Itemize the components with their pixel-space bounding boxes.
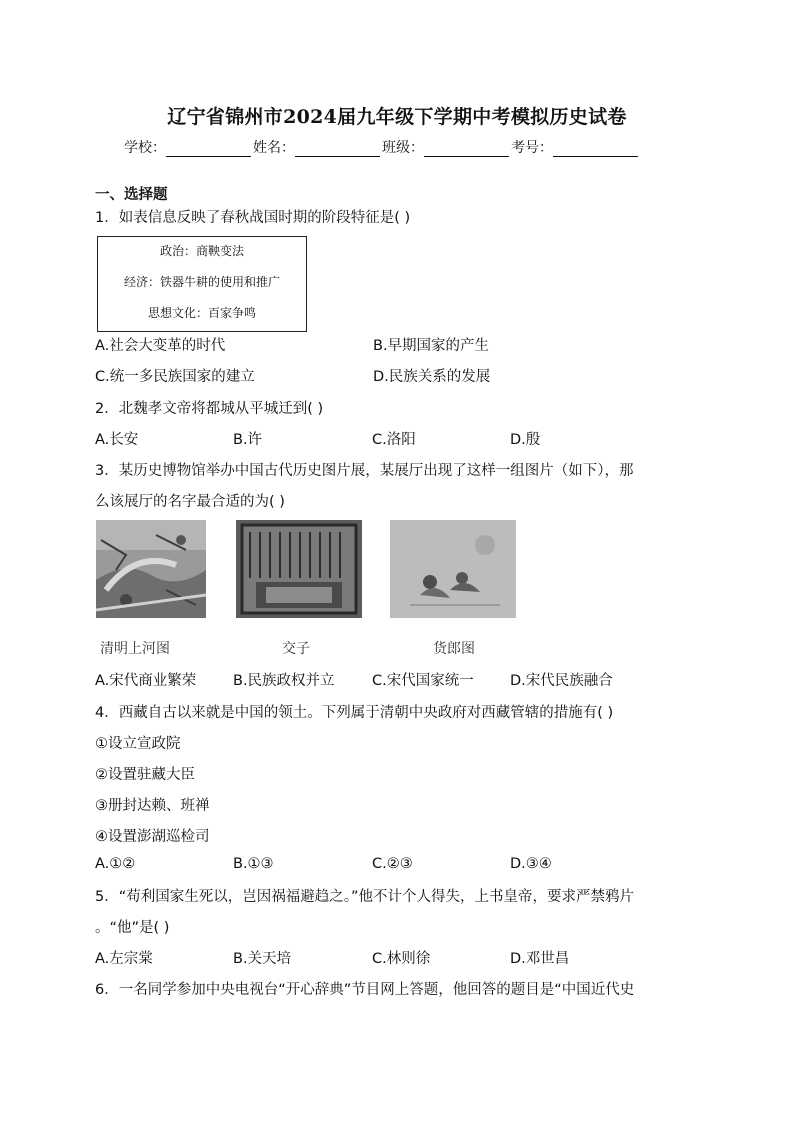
question-3-stem-line-1: 3．某历史博物馆举办中国古代历史图片展，某展厅出现了这样一组图片（如下），那 <box>95 463 634 479</box>
peddler-painting-image <box>390 520 516 618</box>
table-row-politics: 政治：商鞅变法 <box>159 244 244 258</box>
q2-option-a[interactable]: A.长安 <box>95 432 139 448</box>
q4-item-3: ③册封达赖、班禅 <box>95 798 210 814</box>
question-2-stem: 2．北魏孝文帝将都城从平城迁到( ) <box>95 401 324 417</box>
question-5-stem-line-2: 。“他”是( ) <box>95 920 170 936</box>
school-blank[interactable] <box>166 140 251 157</box>
exam-title: 辽宁省锦州市2024届九年级下学期中考模拟历史试卷 <box>167 106 627 128</box>
school-label: 学校： <box>124 140 166 156</box>
section-title: 一、选择题 <box>95 187 168 203</box>
caption-jiaozi: 交子 <box>282 641 310 657</box>
class-blank[interactable] <box>424 140 509 157</box>
table-row-economy: 经济：铁器牛耕的使用和推广 <box>123 275 280 289</box>
caption-qingming: 清明上河图 <box>100 641 170 657</box>
qingming-painting-image <box>96 520 206 618</box>
student-info-row <box>124 137 640 157</box>
question-1-table <box>97 236 307 332</box>
q4-item-4: ④设置澎湖巡检司 <box>95 829 210 845</box>
name-label: 姓名： <box>253 140 295 156</box>
q4-option-d[interactable]: D.③④ <box>510 856 552 872</box>
question-6-stem: 6．一名同学参加中央电视台“开心辞典”节目网上答题，他回答的题目是“中国近代史 <box>95 982 635 998</box>
table-row-culture: 思想文化：百家争鸣 <box>147 306 256 320</box>
q3-option-b[interactable]: B.民族政权并立 <box>233 673 335 689</box>
q4-option-c[interactable]: C.②③ <box>372 856 413 872</box>
exam-number-blank[interactable] <box>553 140 638 157</box>
question-5-stem-line-1: 5．“苟利国家生死以，岂因祸福避趋之。”他不计个人得失，上书皇帝，要求严禁鸦片 <box>95 889 634 905</box>
q5-option-c[interactable]: C.林则徐 <box>372 951 431 967</box>
caption-peddler: 货郎图 <box>433 641 475 657</box>
class-label: 班级： <box>382 140 424 156</box>
q4-item-1: ①设立宣政院 <box>95 736 181 752</box>
q1-option-a[interactable]: A.社会大变革的时代 <box>95 338 226 354</box>
question-3-stem-line-2: 么该展厅的名字最合适的为( ) <box>95 494 285 510</box>
q3-option-a[interactable]: A.宋代商业繁荣 <box>95 673 197 689</box>
q1-option-c[interactable]: C.统一多民族国家的建立 <box>95 369 255 385</box>
q3-option-d[interactable]: D.宋代民族融合 <box>510 673 613 689</box>
q3-option-c[interactable]: C.宋代国家统一 <box>372 673 474 689</box>
question-4-stem: 4．西藏自古以来就是中国的领土。下列属于清朝中央政府对西藏管辖的措施有( ) <box>95 705 614 721</box>
q4-option-a[interactable]: A.①② <box>95 856 136 872</box>
q5-option-d[interactable]: D.邓世昌 <box>510 951 570 967</box>
q4-option-b[interactable]: B.①③ <box>233 856 274 872</box>
q5-option-a[interactable]: A.左宗棠 <box>95 951 153 967</box>
q1-option-b[interactable]: B.早期国家的产生 <box>373 338 490 354</box>
exam-number-label: 考号： <box>511 140 553 156</box>
question-1-stem: 1．如表信息反映了春秋战国时期的阶段特征是( ) <box>95 210 411 226</box>
jiaozi-banknote-image <box>236 520 362 618</box>
name-blank[interactable] <box>295 140 380 157</box>
q5-option-b[interactable]: B.关天培 <box>233 951 292 967</box>
q1-option-d[interactable]: D.民族关系的发展 <box>373 369 491 385</box>
q2-option-c[interactable]: C.洛阳 <box>372 432 416 448</box>
q2-option-b[interactable]: B.许 <box>233 432 263 448</box>
q2-option-d[interactable]: D.殷 <box>510 432 541 448</box>
q4-item-2: ②设置驻藏大臣 <box>95 767 195 783</box>
